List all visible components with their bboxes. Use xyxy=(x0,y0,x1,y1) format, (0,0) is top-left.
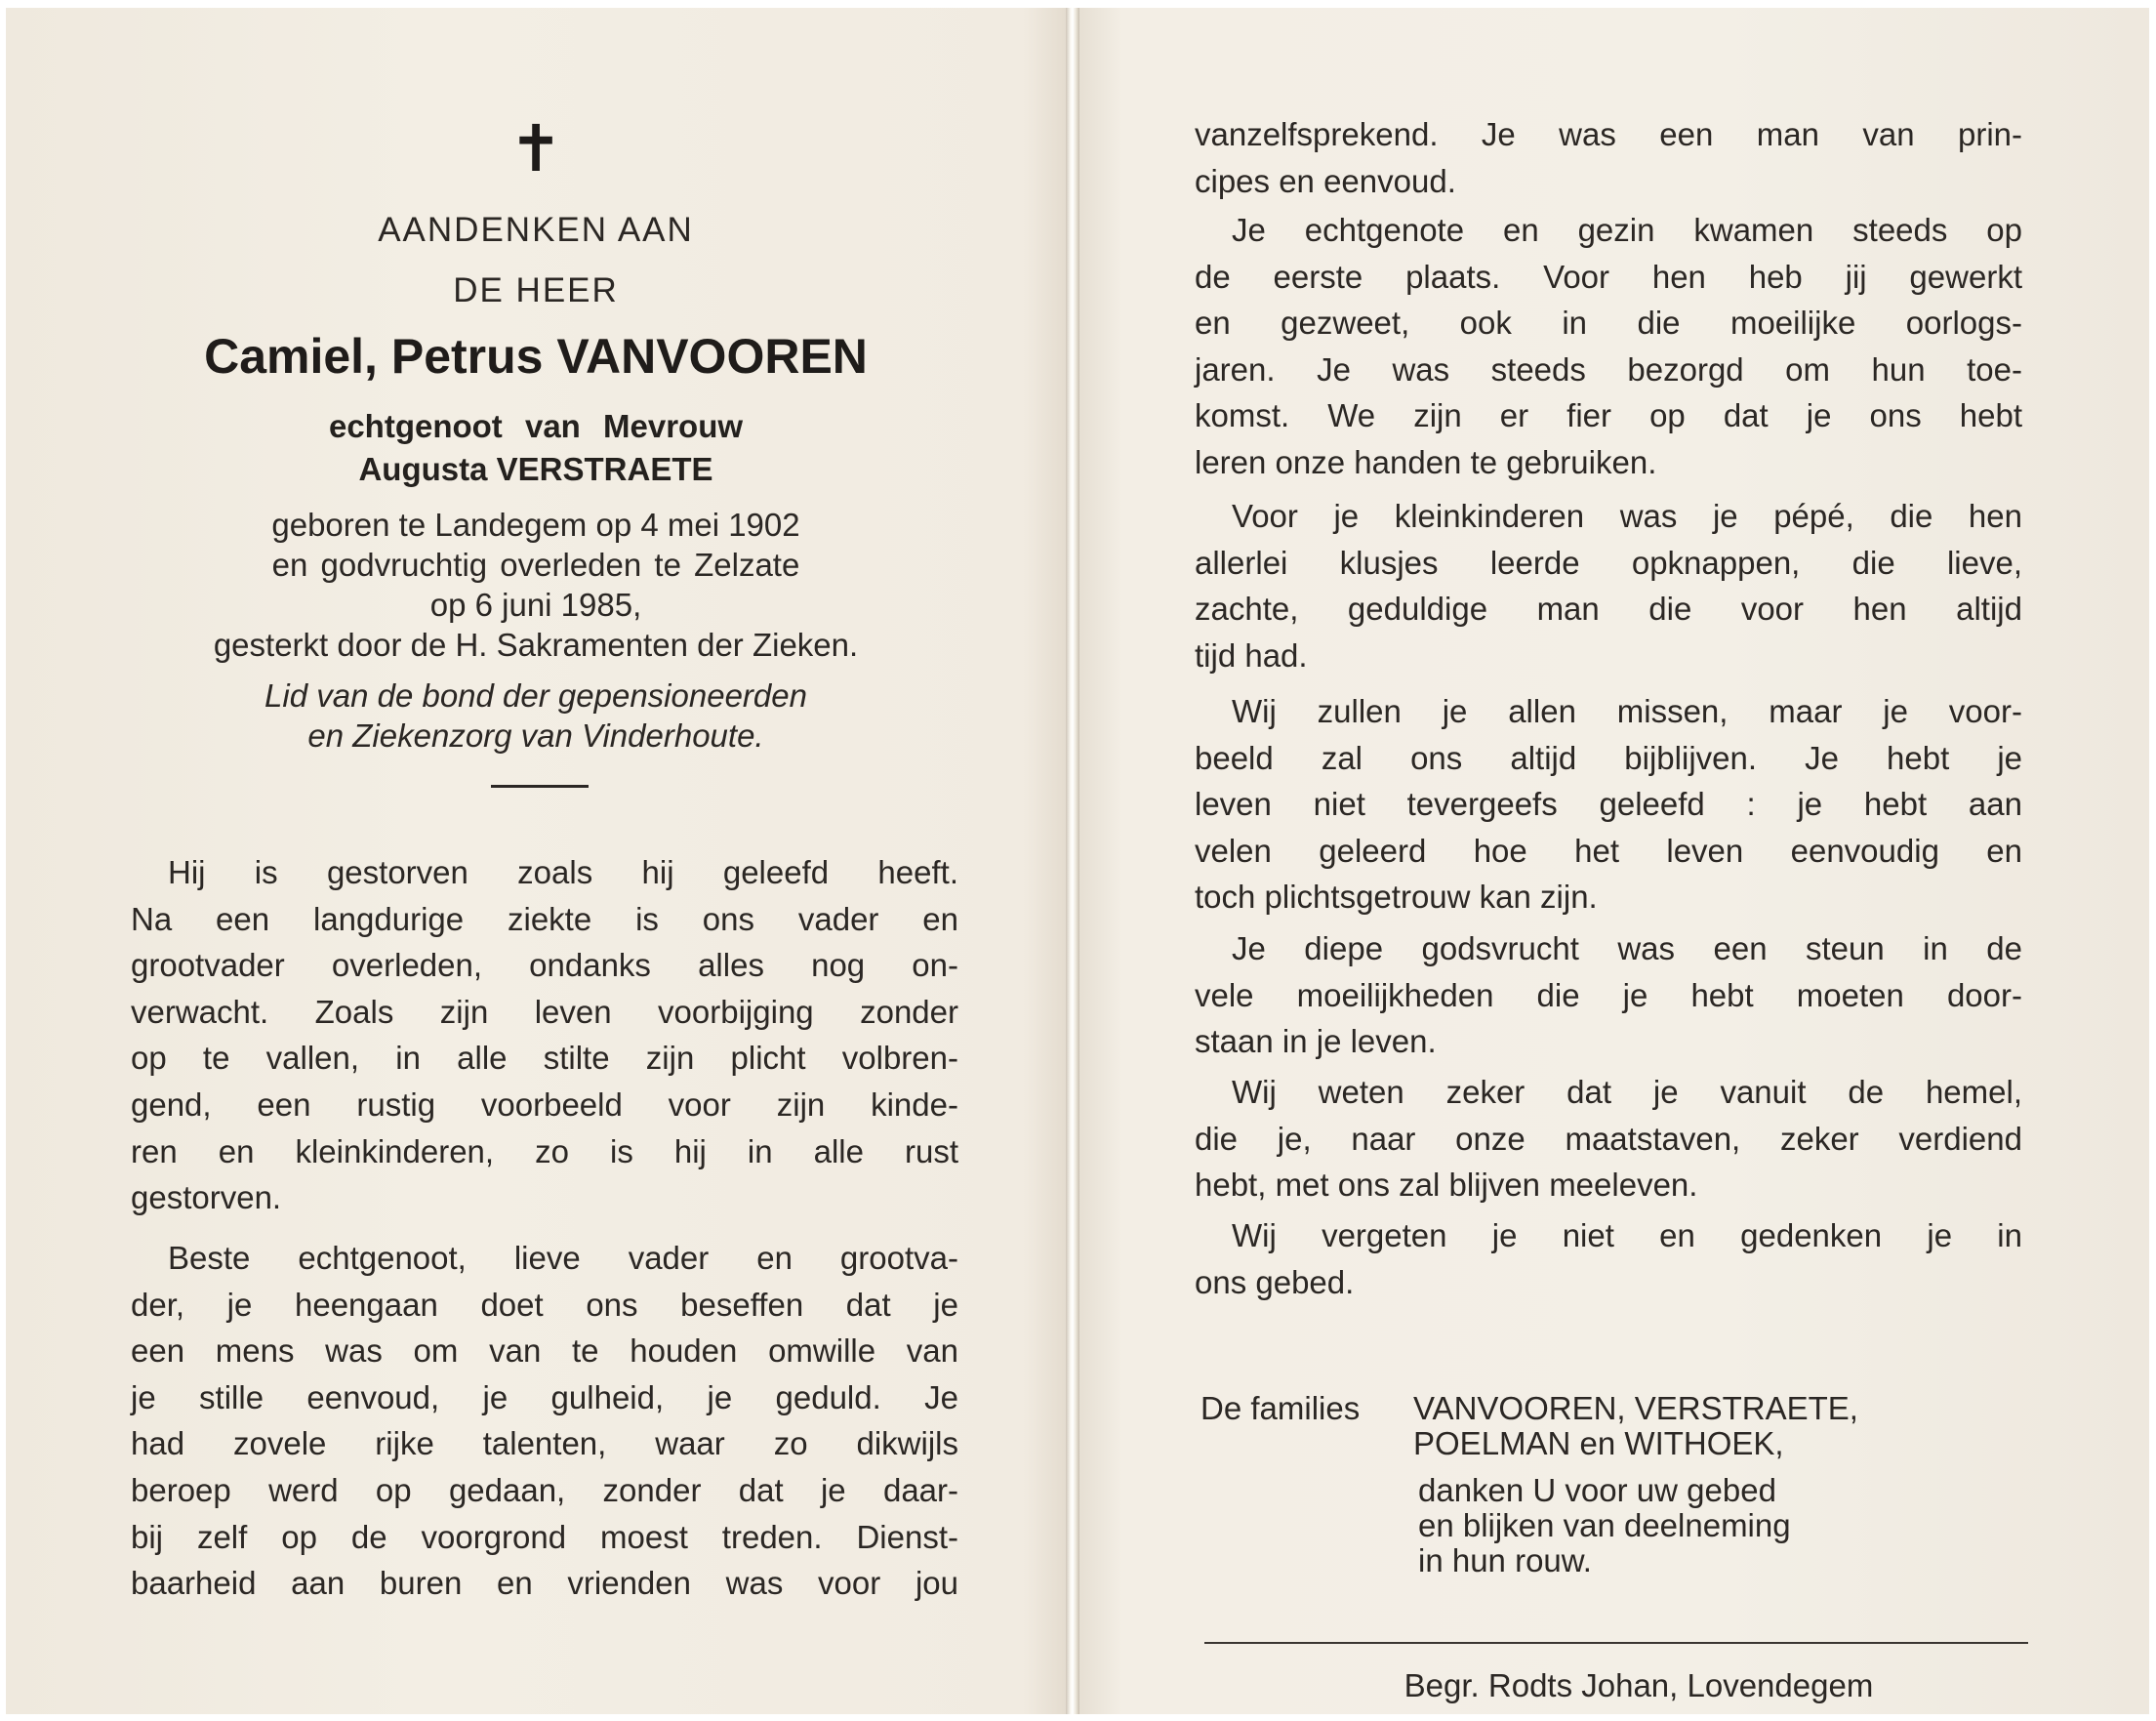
text-line: staan in je leven. xyxy=(1195,1023,1437,1060)
text-line: de eerste plaats. Voor hen heb jij gewerkt xyxy=(1195,258,2022,295)
right-paragraph-5 xyxy=(1195,925,2022,1065)
text-line: Hij is gestorven zoals hij geleefd heeft. xyxy=(168,854,958,890)
text-line: allerlei klusjes leerde opknappen, die lieve, xyxy=(1195,544,2022,581)
right-paragraph-6 xyxy=(1195,1069,2022,1209)
right-page xyxy=(1079,8,2149,1714)
text-line: cipes en eenvoud. xyxy=(1195,162,1456,199)
families-line-1: VANVOOREN, VERSTRAETE, xyxy=(1413,1390,1858,1426)
cross-icon: ✝ xyxy=(508,111,563,186)
right-paragraph-7 xyxy=(1195,1212,2022,1305)
thanks-line-1: danken U voor uw gebed xyxy=(1418,1472,1776,1508)
left-paragraph-2 xyxy=(131,1235,958,1607)
text-line: baarheid aan buren en vrienden was voor jou xyxy=(131,1565,958,1602)
text-line: vele moeilijkheden die je hebt moeten door- xyxy=(1195,976,2022,1013)
text-line: toch plichtsgetrouw kan zijn. xyxy=(1195,879,1598,916)
text-line: leren onze handen te gebruiken. xyxy=(1195,443,1657,480)
right-paragraph-4 xyxy=(1195,688,2022,921)
left-page xyxy=(6,8,1066,1714)
text-line: komst. We zijn er fier op dat je ons hebt xyxy=(1195,397,2022,434)
text-line: grootvader overleden, ondanks alles nog on- xyxy=(131,947,958,984)
text-line: zachte, geduldige man die voor hen altijd xyxy=(1195,591,2022,628)
text-line: hebt, met ons zal blijven meeleven. xyxy=(1195,1167,1698,1204)
spouse-line-1: echtgenoot van Mevrouw xyxy=(328,408,744,444)
right-paragraph-1 xyxy=(1195,111,2022,204)
text-line: gestorven. xyxy=(131,1179,282,1216)
spouse-line-2: Augusta VERSTRAETE xyxy=(358,451,713,487)
text-line: velen geleerd hoe het leven eenvoudig en xyxy=(1195,832,2022,869)
divider-short xyxy=(491,785,589,788)
text-line: Wij weten zeker dat je vanuit de hemel, xyxy=(1232,1074,2022,1110)
death-line: en godvruchtig overleden te Zelzate xyxy=(271,547,800,583)
text-line: een mens was om van te houden omwille van xyxy=(131,1332,958,1370)
text-line: ons gebed. xyxy=(1195,1263,1355,1300)
text-line: verwacht. Zoals zijn leven voorbijging zonder xyxy=(131,993,958,1030)
text-line: bij zelf op de voorgrond moest treden. Dienst- xyxy=(131,1518,958,1555)
text-line: Je diepe godsvrucht was een steun in de xyxy=(1232,930,2022,966)
text-line: beroep werd op gedaan, zonder dat je daar- xyxy=(131,1471,958,1508)
thanks-line-2: en blijken van deelneming xyxy=(1418,1507,1791,1543)
text-line: der, je heengaan doet ons beseffen dat je xyxy=(131,1286,958,1323)
text-line: Je echtgenote en gezin kwamen steeds op xyxy=(1232,212,2022,248)
birth-line: geboren te Landegem op 4 mei 1902 xyxy=(271,507,800,543)
memorial-card xyxy=(6,8,2149,1714)
deceased-name: Camiel, Petrus VANVOOREN xyxy=(204,329,868,384)
heading-line-2: DE HEER xyxy=(453,271,619,309)
right-paragraph-2 xyxy=(1195,207,2022,486)
printer-credit: Begr. Rodts Johan, Lovendegem xyxy=(1403,1667,1874,1703)
text-line: leven niet tevergeefs geleefd : je hebt aan xyxy=(1195,786,2022,823)
membership-line-2: en Ziekenzorg van Vinderhoute. xyxy=(307,717,764,754)
text-line: beeld zal ons altijd bijblijven. Je hebt je xyxy=(1195,739,2022,776)
text-line: Beste echtgenoot, lieve vader en grootva- xyxy=(168,1240,958,1276)
text-line: die je, naar onze maatstaven, zeker verdiend xyxy=(1195,1120,2022,1157)
thanks-line-3: in hun rouw. xyxy=(1418,1542,1592,1578)
text-line: gend, een rustig voorbeeld voor zijn kinde- xyxy=(131,1086,958,1123)
membership-line-1: Lid van de bond der gepensioneerden xyxy=(264,677,807,714)
text-line: Voor je kleinkinderen was je pépé, die hen xyxy=(1232,498,2022,534)
heading-line-1: AANDENKEN AAN xyxy=(378,211,694,249)
text-line: Na een langdurige ziekte is ons vader en xyxy=(131,900,958,937)
text-line: jaren. Je was steeds bezorgd om hun toe- xyxy=(1195,350,2022,388)
death-date-line: op 6 juni 1985, xyxy=(429,587,642,623)
card-fold xyxy=(1066,8,1079,1714)
text-line: je stille eenvoud, je gulheid, je geduld. Je xyxy=(131,1378,958,1415)
text-line: Wij zullen je allen missen, maar je voor- xyxy=(1232,693,2022,729)
text-line: tijd had. xyxy=(1195,636,1308,674)
text-line: en gezweet, ook in die moeilijke oorlogs- xyxy=(1195,305,2022,342)
left-paragraph-1 xyxy=(131,849,958,1221)
right-paragraph-3 xyxy=(1195,493,2022,678)
families-prefix: De families xyxy=(1200,1390,1361,1426)
divider-long xyxy=(1204,1642,2028,1644)
families-line-2: POELMAN en WITHOEK, xyxy=(1413,1425,1784,1461)
text-line: ren en kleinkinderen, zo is hij in alle rust xyxy=(131,1132,958,1169)
text-line: op te vallen, in alle stilte zijn plicht volbren- xyxy=(131,1040,958,1077)
text-line: vanzelfsprekend. Je was een man van prin- xyxy=(1195,116,2022,152)
text-line: had zovele rijke talenten, waar zo dikwijls xyxy=(131,1425,958,1462)
sacraments-line: gesterkt door de H. Sakramenten der Zieken. xyxy=(213,627,859,663)
text-line: Wij vergeten je niet en gedenken je in xyxy=(1232,1217,2022,1253)
